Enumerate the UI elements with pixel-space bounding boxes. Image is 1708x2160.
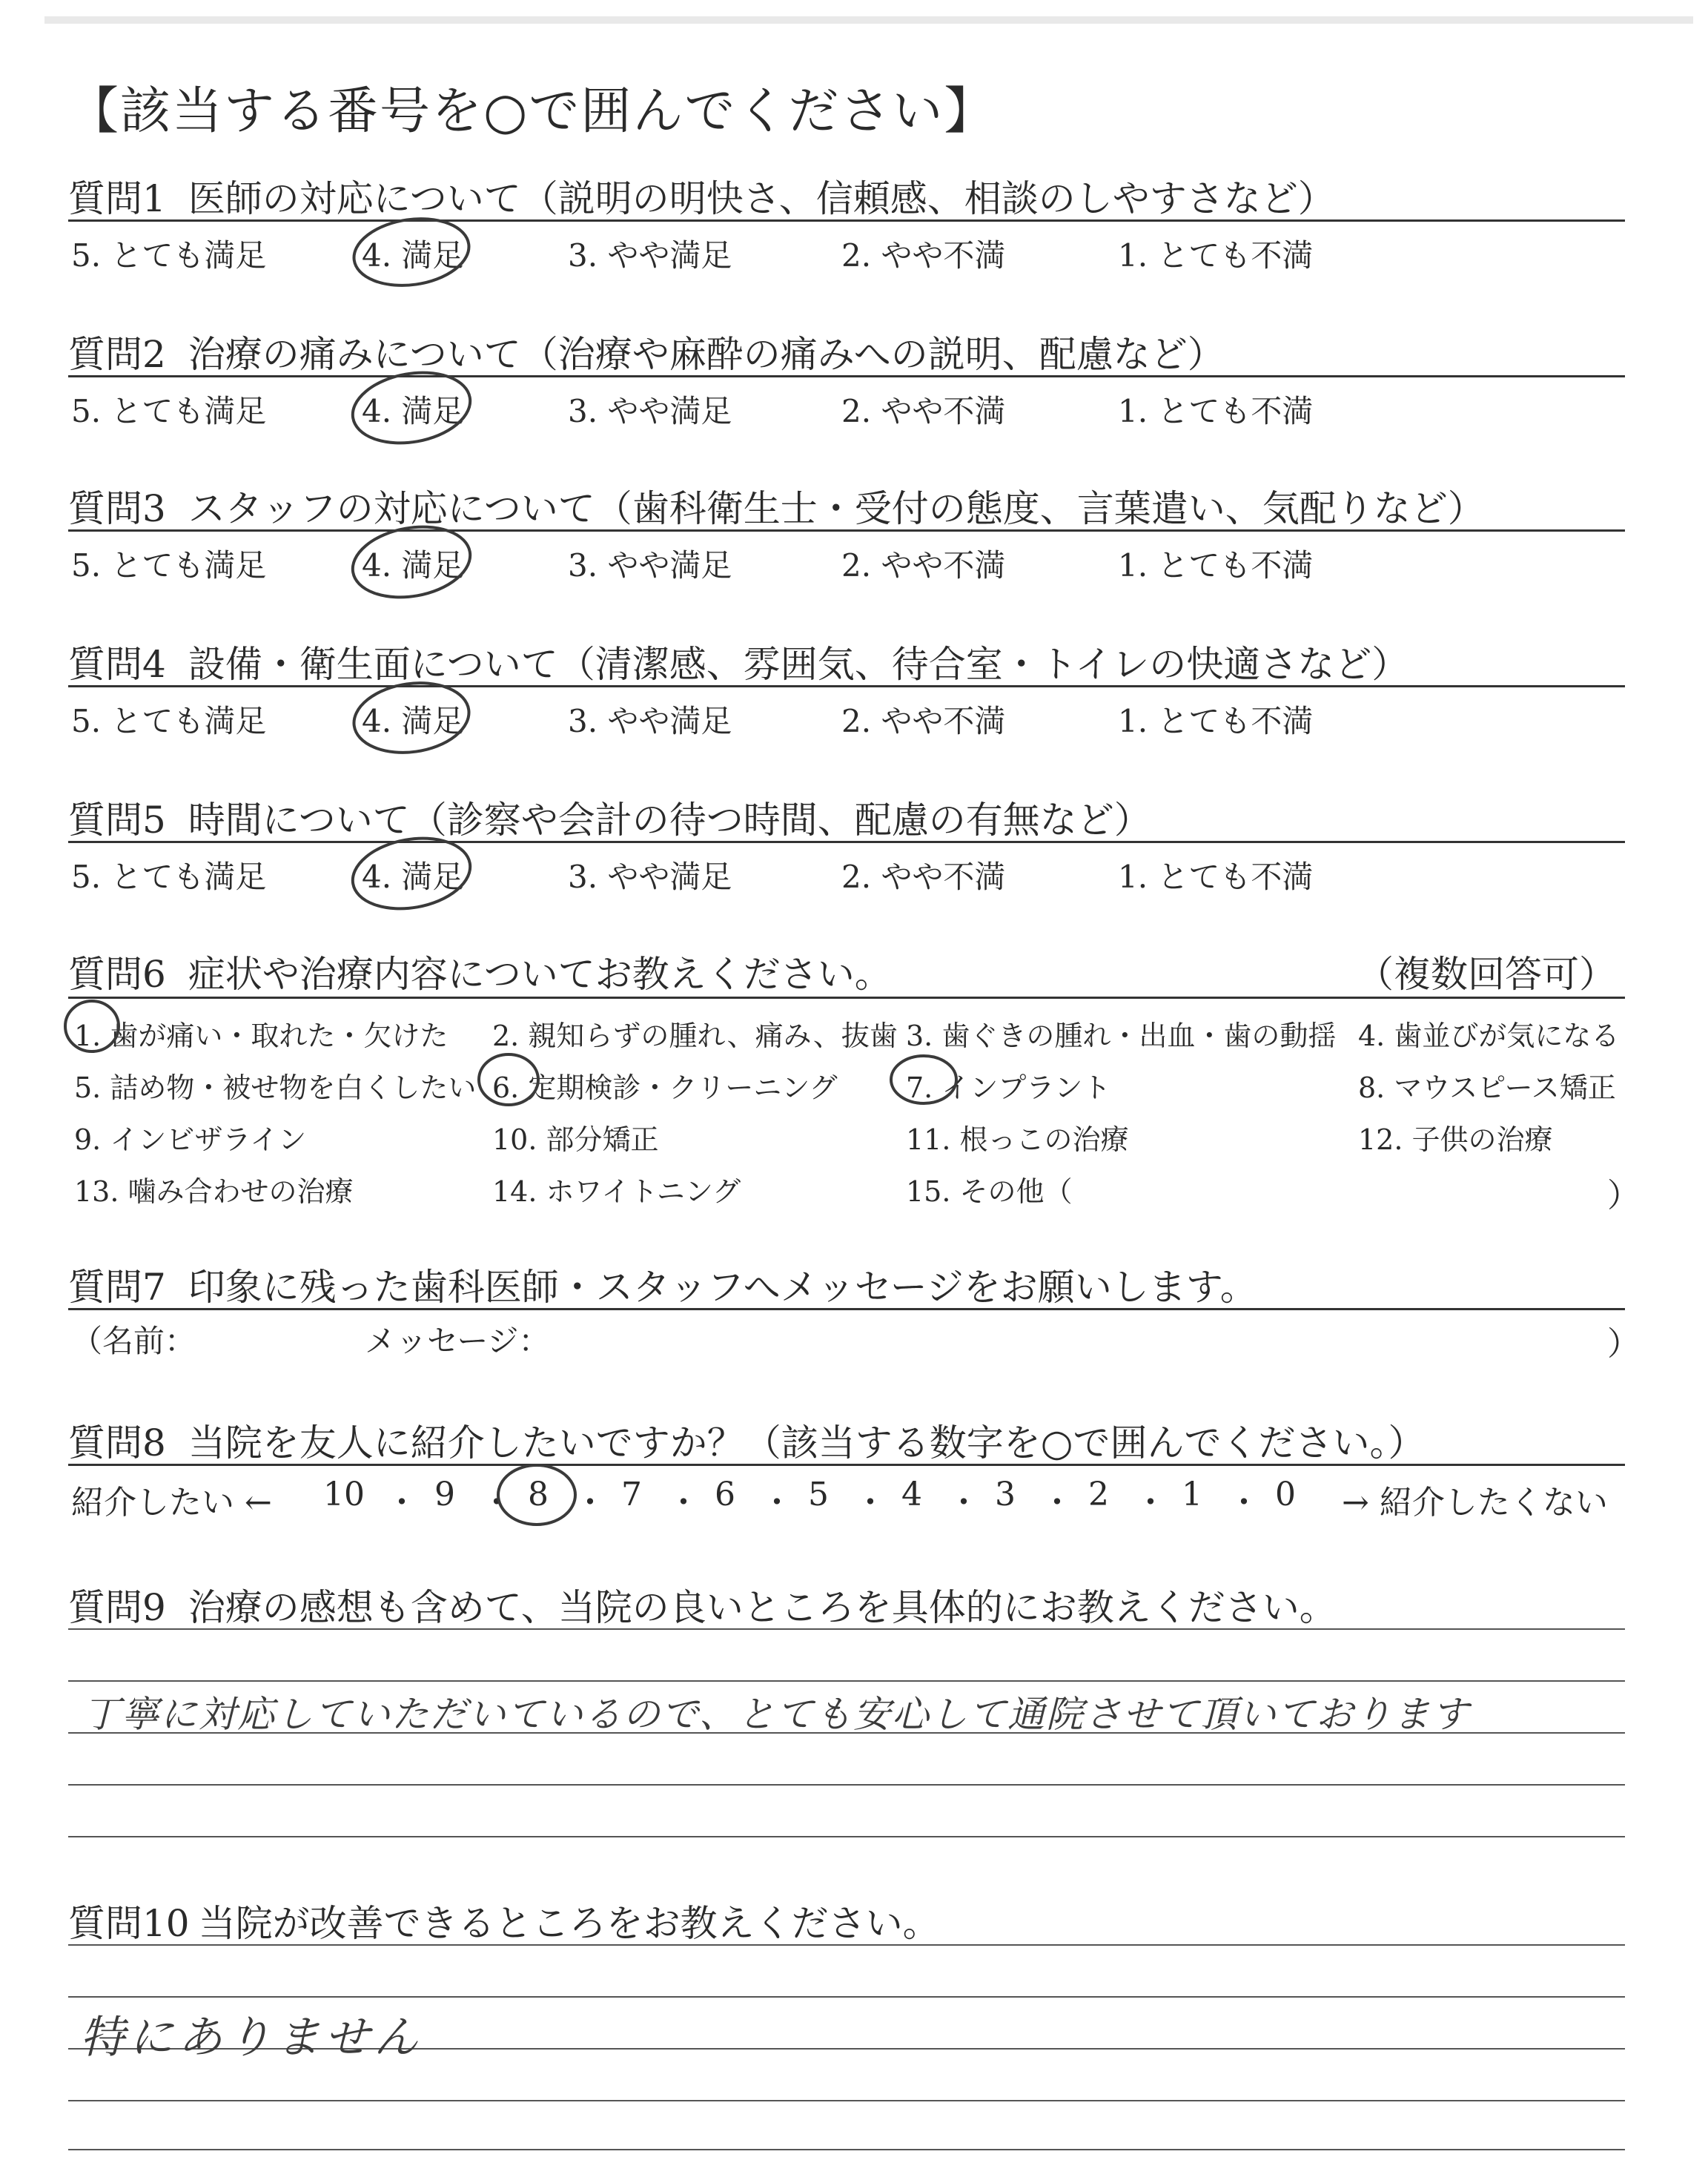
q4-option-5[interactable]: 5. とても満足 xyxy=(71,703,267,739)
q3-option-2[interactable]: 2. やや不満 xyxy=(841,547,1006,584)
question-number: 質問9 xyxy=(68,1586,166,1629)
question-text: 症状や治療内容についてお教えください。 xyxy=(188,953,892,996)
q8-score-4[interactable]: 4 xyxy=(901,1476,922,1513)
question-text: スタッフの対応について（歯科衛生士・受付の態度、言葉遣い、気配りなど） xyxy=(188,487,1485,530)
question-text: 当院が改善できるところをお教えください。 xyxy=(198,1902,940,1945)
answer-line xyxy=(68,1784,1625,1786)
rule xyxy=(68,1464,1625,1466)
answer-line xyxy=(68,1996,1625,1998)
q8-score-9[interactable]: 9 xyxy=(434,1476,455,1513)
rule xyxy=(68,1308,1625,1310)
q8-left-label: 紹介したい ← xyxy=(71,1484,272,1522)
question-9 xyxy=(68,1578,1337,1631)
q1-option-4[interactable]: 4. 満足 xyxy=(362,237,464,274)
form-header: 【該当する番号を○で囲んでください】 xyxy=(68,82,996,141)
rule xyxy=(68,841,1625,843)
q6-option-8[interactable]: 8. マウスピース矯正 xyxy=(1358,1071,1616,1104)
question-number: 質問3 xyxy=(68,487,166,530)
question-text: 印象に残った歯科医師・スタッフへメッセージをお願いします。 xyxy=(188,1266,1257,1309)
question-number: 質問2 xyxy=(68,333,166,376)
q10-handwritten-answer[interactable]: 特にありません xyxy=(80,2012,423,2064)
rule xyxy=(68,997,1625,999)
q5-option-3[interactable]: 3. やや満足 xyxy=(568,859,732,895)
q8-separator: ・ xyxy=(1134,1484,1167,1522)
q8-separator: ・ xyxy=(385,1484,418,1522)
answer-line xyxy=(68,1628,1625,1630)
q5-option-4[interactable]: 4. 満足 xyxy=(362,859,464,895)
q6-option-1[interactable]: 1. 歯が痛い・取れた・欠けた xyxy=(74,1020,448,1052)
q8-separator: ・ xyxy=(480,1484,513,1522)
q4-option-2[interactable]: 2. やや不満 xyxy=(841,703,1006,739)
q3-option-5[interactable]: 5. とても満足 xyxy=(71,547,267,584)
question-5 xyxy=(68,790,1151,844)
q6-option-15[interactable]: 15. その他（ xyxy=(906,1175,1073,1208)
q8-score-0[interactable]: 0 xyxy=(1275,1476,1296,1513)
question-number: 質問8 xyxy=(68,1421,166,1464)
q6-option-10[interactable]: 10. 部分矯正 xyxy=(492,1123,659,1156)
q8-score-1[interactable]: 1 xyxy=(1182,1476,1202,1513)
answer-line xyxy=(68,1836,1625,1837)
q7-close: ） xyxy=(1607,1325,1640,1363)
q3-option-1[interactable]: 1. とても不満 xyxy=(1118,547,1314,584)
q4-option-4[interactable]: 4. 満足 xyxy=(362,703,464,739)
q8-separator: ・ xyxy=(667,1484,700,1522)
question-text: 時間について（診察や会計の待つ時間、配慮の有無など） xyxy=(188,799,1151,842)
q8-score-10[interactable]: 10 xyxy=(323,1476,365,1513)
question-text: 医師の対応について（説明の明快さ、信頼感、相談のしやすさなど） xyxy=(188,177,1335,220)
question-8 xyxy=(68,1413,1425,1467)
question-number: 質問6 xyxy=(68,953,166,996)
q5-option-2[interactable]: 2. やや不満 xyxy=(841,859,1006,895)
q4-option-3[interactable]: 3. やや満足 xyxy=(568,703,732,739)
question-2 xyxy=(68,325,1225,378)
q2-option-4[interactable]: 4. 満足 xyxy=(362,393,464,429)
q8-score-2[interactable]: 2 xyxy=(1088,1476,1109,1513)
question-7 xyxy=(68,1258,1257,1311)
q6-option-7[interactable]: 7. インプラント xyxy=(906,1071,1111,1104)
question-number: 質問10 xyxy=(68,1902,190,1945)
q5-option-5[interactable]: 5. とても満足 xyxy=(71,859,267,895)
question-number: 質問7 xyxy=(68,1266,166,1309)
q1-option-2[interactable]: 2. やや不満 xyxy=(841,237,1006,274)
rule xyxy=(68,685,1625,687)
question-text: 設備・衛生面について（清潔感、雰囲気、待合室・トイレの快適さなど） xyxy=(188,643,1409,686)
question-3 xyxy=(68,479,1485,532)
q8-separator: ・ xyxy=(761,1484,793,1522)
q8-score-7[interactable]: 7 xyxy=(621,1476,642,1513)
q8-score-6[interactable]: 6 xyxy=(715,1476,735,1513)
q6-option-2[interactable]: 2. 親知らずの腫れ、痛み、抜歯 xyxy=(492,1020,898,1052)
question-text: 治療の痛みについて（治療や麻酔の痛みへの説明、配慮など） xyxy=(188,333,1225,376)
rule xyxy=(68,219,1625,222)
answer-line xyxy=(68,1944,1625,1946)
q8-separator: ・ xyxy=(947,1484,980,1522)
question-text: 治療の感想も含めて、当院の良いところを具体的にお教えください。 xyxy=(188,1586,1337,1629)
question-number: 質問4 xyxy=(68,643,166,686)
q8-separator: ・ xyxy=(1041,1484,1073,1522)
question-number: 質問5 xyxy=(68,799,166,842)
q1-option-5[interactable]: 5. とても満足 xyxy=(71,237,267,274)
q3-option-3[interactable]: 3. やや満足 xyxy=(568,547,732,584)
q6-other-close: ） xyxy=(1607,1177,1640,1215)
q6-option-13[interactable]: 13. 噛み合わせの治療 xyxy=(74,1175,354,1208)
q8-score-3[interactable]: 3 xyxy=(995,1476,1016,1513)
scan-top-edge xyxy=(44,16,1693,24)
q3-option-4[interactable]: 4. 満足 xyxy=(362,547,464,584)
q2-option-3[interactable]: 3. やや満足 xyxy=(568,393,732,429)
question-number: 質問1 xyxy=(68,177,166,220)
q2-option-5[interactable]: 5. とても満足 xyxy=(71,393,267,429)
q8-separator: ・ xyxy=(574,1484,606,1522)
q7-message-label: メッセージ： xyxy=(365,1323,550,1359)
q8-score-8[interactable]: 8 xyxy=(528,1476,549,1513)
q6-option-4[interactable]: 4. 歯並びが気になる xyxy=(1358,1020,1620,1052)
question-text: 当院を友人に紹介したいですか？（該当する数字を○で囲んでください。） xyxy=(188,1421,1426,1464)
question-10 xyxy=(68,1894,940,1947)
q4-option-1[interactable]: 1. とても不満 xyxy=(1118,703,1314,739)
q2-option-2[interactable]: 2. やや不満 xyxy=(841,393,1006,429)
question-1 xyxy=(68,169,1335,222)
q8-right-label: → 紹介したくない xyxy=(1342,1484,1608,1522)
rule xyxy=(68,375,1625,377)
q6-option-14[interactable]: 14. ホワイトニング xyxy=(492,1175,741,1208)
q2-option-1[interactable]: 1. とても不満 xyxy=(1118,393,1314,429)
q8-score-5[interactable]: 5 xyxy=(808,1476,829,1513)
q6-option-9[interactable]: 9. インビザライン xyxy=(74,1123,307,1156)
rule xyxy=(68,529,1625,532)
q6-option-5[interactable]: 5. 詰め物・被せ物を白くしたい xyxy=(74,1071,477,1104)
q5-option-1[interactable]: 1. とても不満 xyxy=(1118,859,1314,895)
q1-option-3[interactable]: 3. やや満足 xyxy=(568,237,732,274)
question-6 xyxy=(68,945,892,998)
q8-separator: ・ xyxy=(1228,1484,1260,1522)
q7-name-label: （名前： xyxy=(71,1323,196,1359)
q1-option-1[interactable]: 1. とても不満 xyxy=(1118,237,1314,274)
answer-line xyxy=(68,1680,1625,1682)
q6-option-12[interactable]: 12. 子供の治療 xyxy=(1358,1123,1553,1156)
q8-separator: ・ xyxy=(854,1484,887,1522)
question-4 xyxy=(68,635,1409,688)
q6-option-3[interactable]: 3. 歯ぐきの腫れ・出血・歯の動揺 xyxy=(906,1020,1337,1052)
q6-option-6[interactable]: 6. 定期検診・クリーニング xyxy=(492,1071,838,1104)
multiple-answer-note: （複数回答可） xyxy=(1357,953,1616,996)
answer-line xyxy=(68,2149,1625,2150)
answer-line xyxy=(68,2100,1625,2101)
q9-handwritten-answer[interactable]: 丁寧に対応していただいているので、とても安心して通院させて頂いております xyxy=(83,1693,1470,1736)
q6-option-11[interactable]: 11. 根っこの治療 xyxy=(906,1123,1129,1156)
